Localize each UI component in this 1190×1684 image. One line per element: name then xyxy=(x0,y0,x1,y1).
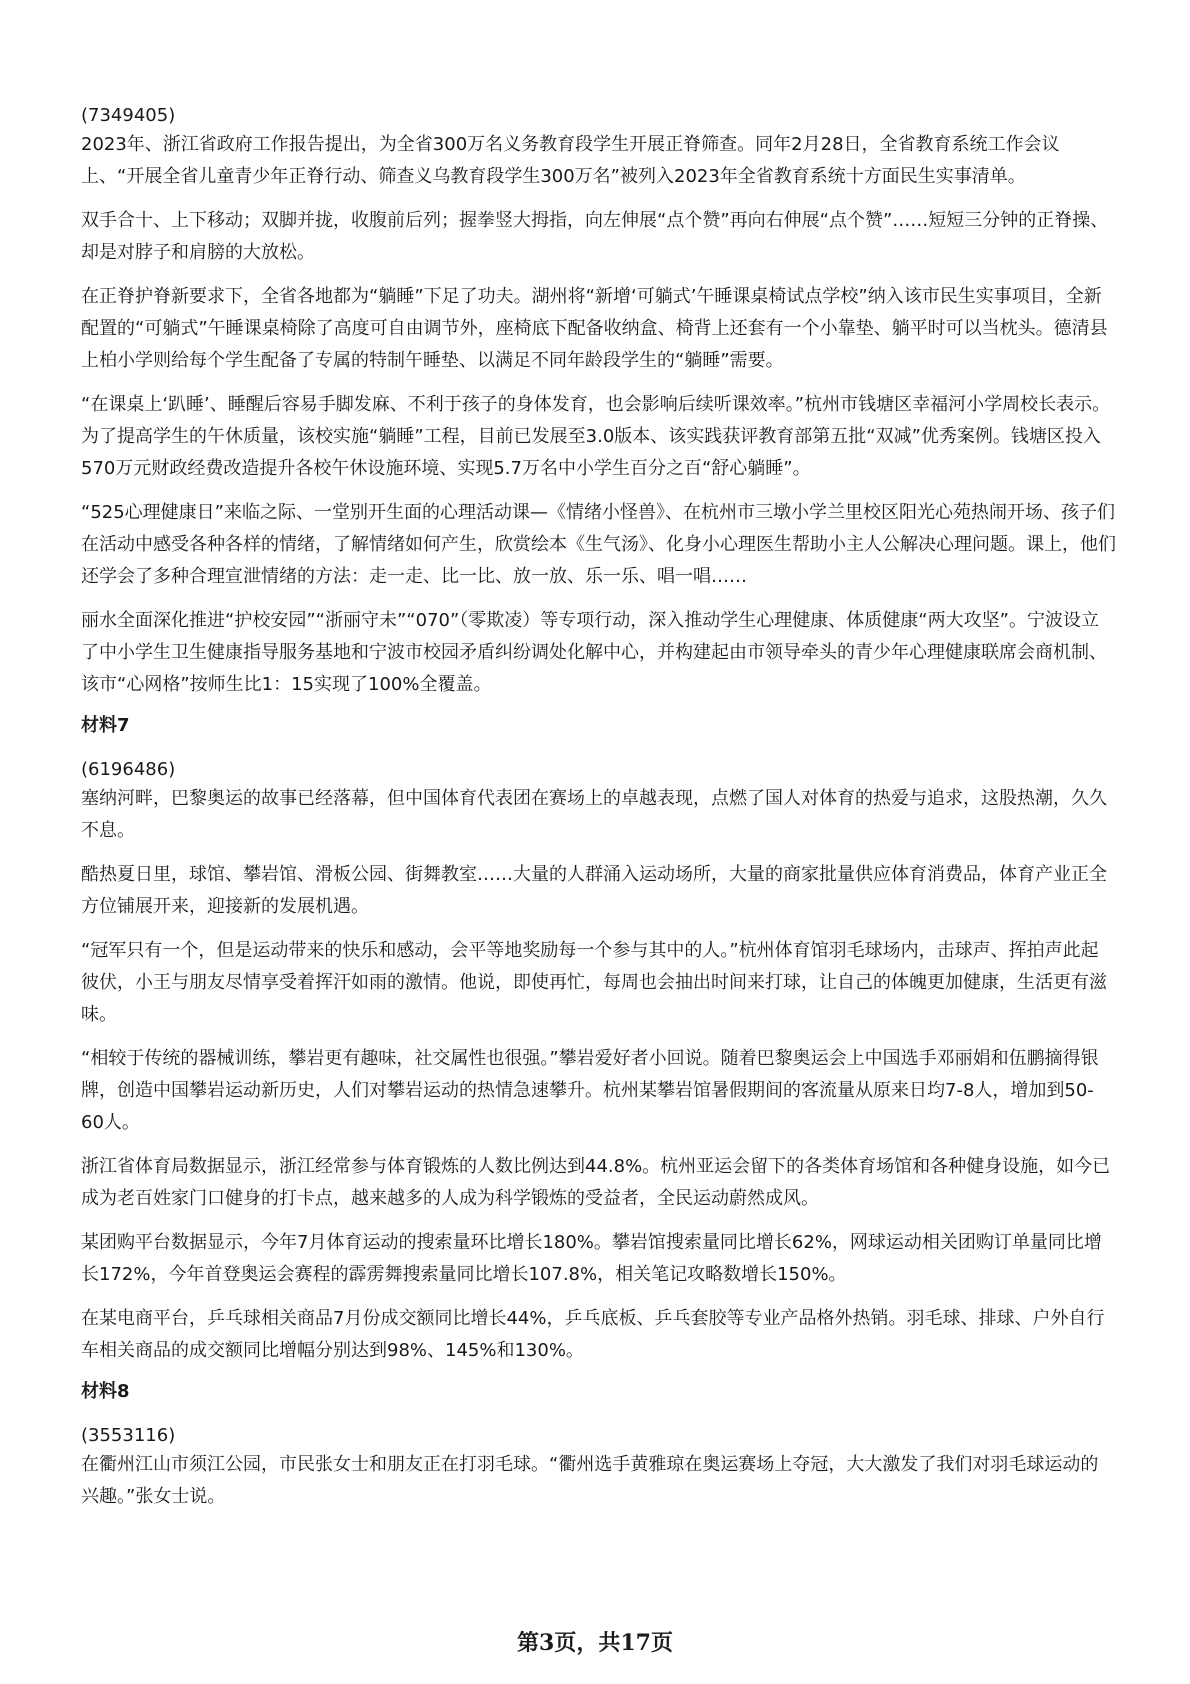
paragraph: “相较于传统的器械训练，攀岩更有趣味，社交属性也很强。”攀岩爱好者小回说。随着巴黎奥运会上中国选手邓丽娟和伍鹏摘得银牌，创造中国攀岩运动新历史，人们对攀岩运动的热情急速攀升。杭州某攀岩馆暑假期间的客流量从原来日均7-8人，增加到50-60人。 xyxy=(81,1048,1099,1133)
paragraph: 浙江省体育局数据显示，浙江经常参与体育锻炼的人数比例达到44.8%。杭州亚运会留下的各类体育场馆和各种健身设施，如今已成为老百姓家门口健身的打卡点，越来越多的人成为科学锻炼的受益者，全民运动蔚然成风。 xyxy=(81,1156,1111,1209)
paragraph: 在某电商平台，乒乓球相关商品7月份成交额同比增长44%，乒乓底板、乒乓套胶等专业产品格外热销。羽毛球、排球、户外自行车相关商品的成交额同比增幅分别达到98%、145%和130%。 xyxy=(81,1308,1105,1361)
paragraph: 2023年、浙江省政府工作报告提出，为全省300万名义务教育段学生开展正脊筛查。同年2月28日，全省教育系统工作会议上、“开展全省儿童青少年正脊行动、筛查义乌教育段学生300万名”被列入2023年全省教育系统十方面民生实事清单。 xyxy=(81,134,1060,187)
material-code: (6196486) xyxy=(81,759,176,780)
material-code: (3553116) xyxy=(81,1425,176,1446)
paragraph: “在课桌上‘趴睡’、睡醒后容易手脚发麻、不利于孩子的身体发育，也会影响后续听课效率。”杭州市钱塘区幸福河小学周校长表示。为了提高学生的午休质量，该校实施“躺睡”工程，目前已发展至3.0版本、该实践获评教育部第五批“双减”优秀案例。钱塘区投入570万元财政经费改造提升各校午休设施环境、实现5.7万名中小学生百分之百“舒心躺睡”。 xyxy=(81,394,1111,479)
section-heading: 材料7 xyxy=(81,715,130,736)
page-number: 第3页，共17页 xyxy=(517,1630,673,1656)
paragraph: “冠军只有一个，但是运动带来的快乐和感动，会平等地奖励每一个参与其中的人。”杭州体育馆羽毛球场内，击球声、挥拍声此起彼伏，小王与朋友尽情享受着挥汗如雨的激情。他说，即使再忙，每周也会抽出时间来打球，让自己的体魄更加健康，生活更有滋味。 xyxy=(81,940,1107,1025)
paragraph: 某团购平台数据显示，今年7月体育运动的搜索量环比增长180%。攀岩馆搜索量同比增长62%，网球运动相关团购订单量同比增长172%，今年首登奥运会赛程的霹雳舞搜索量同比增长107.8%，相关笔记攻略数增长150%。 xyxy=(81,1232,1102,1285)
paragraph: 双手合十、上下移动；双脚并拢，收腹前后列；握拳竖大拇指，向左伸展“点个赞”再向右伸展“点个赞”……短短三分钟的正脊操、却是对脖子和肩膀的大放松。 xyxy=(81,210,1109,263)
paragraph: “525心理健康日”来临之际、一堂别开生面的心理活动课—《情绪小怪兽》、在杭州市三墩小学兰里校区阳光心苑热闹开场、孩子们在活动中感受各种各样的情绪，了解情绪如何产生，欣赏绘本《生气汤》、化身小心理医生帮助小主人公解决心理问题。课上，他们还学会了多种合理宣泄情绪的方法：走一走、比一比、放一放、乐一乐、唱一唱…… xyxy=(81,502,1116,587)
section-heading: 材料8 xyxy=(81,1381,130,1402)
paragraph: 塞纳河畔，巴黎奥运的故事已经落幕，但中国体育代表团在赛场上的卓越表现，点燃了国人对体育的热爱与追求，这股热潮，久久不息。 xyxy=(81,788,1107,841)
paragraph: 酷热夏日里，球馆、攀岩馆、滑板公园、街舞教室……大量的人群涌入运动场所，大量的商家批量供应体育消费品，体育产业正全方位铺展开来，迎接新的发展机遇。 xyxy=(81,864,1107,917)
paragraph: 丽水全面深化推进“护校安园”“浙丽守未”“070”（零欺凌）等专项行动，深入推动学生心理健康、体质健康“两大攻坚”。宁波设立了中小学生卫生健康指导服务基地和宁波市校园矛盾纠纷调处化解中心，并构建起由市领导牵头的青少年心理健康联席会商机制、该市“心网格”按师生比1：15实现了100%全覆盖。 xyxy=(81,610,1107,695)
material-code: (7349405) xyxy=(81,105,176,126)
paragraph: 在正脊护脊新要求下，全省各地都为“躺睡”下足了功夫。湖州将“新增‘可躺式’午睡课桌椅试点学校”纳入该市民生实事项目，全新配置的“可躺式”午睡课桌椅除了高度可自由调节外，座椅底下配备收纳盒、椅背上还套有一个小靠垫、躺平时可以当枕头。德清县上柏小学则给每个学生配备了专属的特制午睡垫、以满足不同年龄段学生的“躺睡”需要。 xyxy=(81,286,1108,371)
paragraph: 在衢州江山市须江公园，市民张女士和朋友正在打羽毛球。“衢州选手黄雅琼在奥运赛场上夺冠，大大激发了我们对羽毛球运动的兴趣。”张女士说。 xyxy=(81,1454,1099,1507)
document-body xyxy=(81,103,1116,1525)
